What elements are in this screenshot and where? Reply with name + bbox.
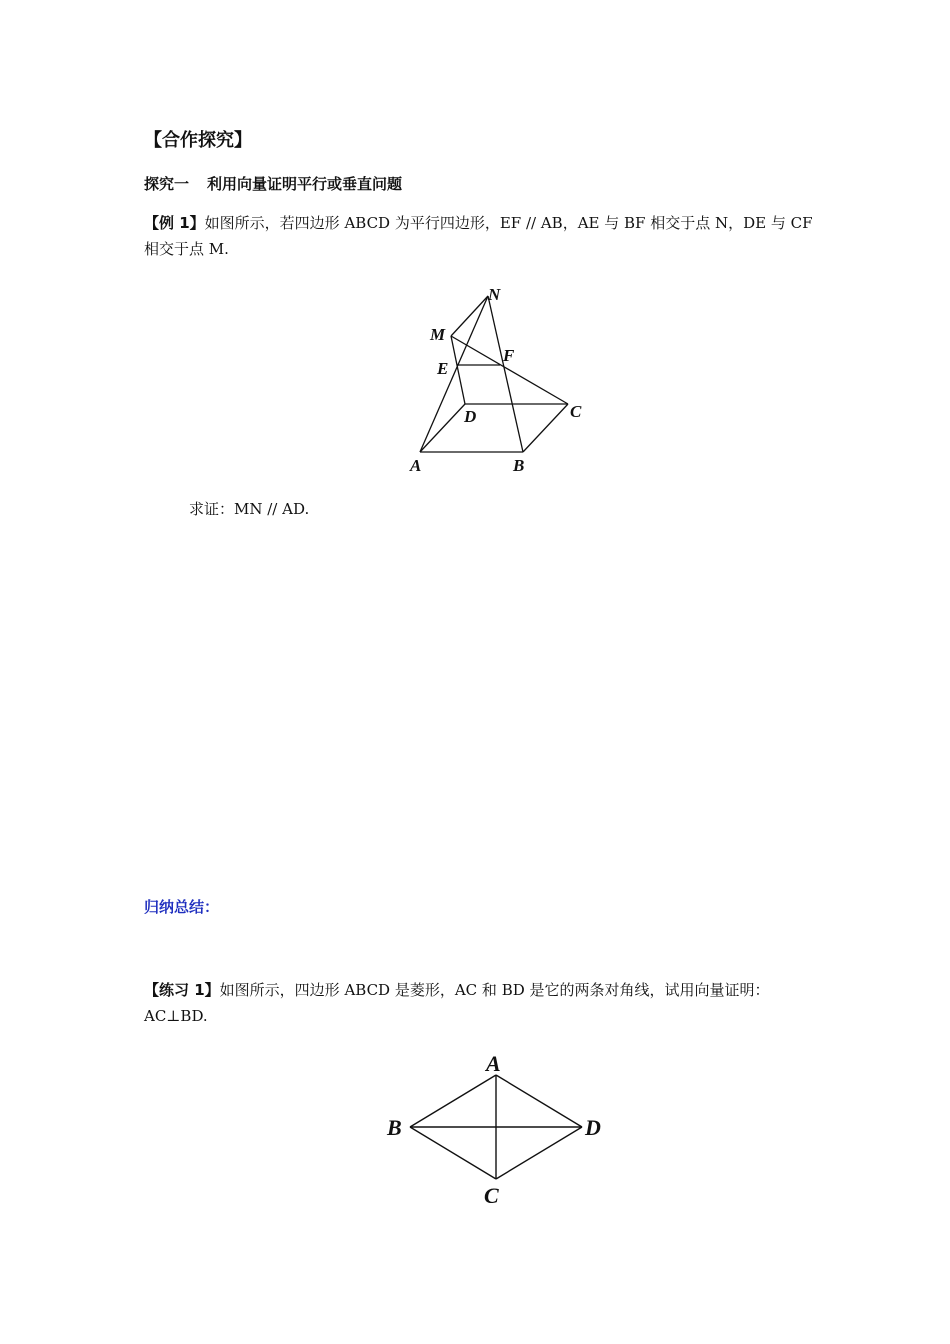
label-a: A <box>410 456 422 475</box>
line-dm <box>451 336 465 404</box>
summary-label: 归纳总结： <box>144 898 220 916</box>
label-e: E <box>437 359 449 378</box>
line-an <box>420 296 488 452</box>
label-c: C <box>484 1183 499 1208</box>
subsection-title: 利用向量证明平行或垂直问题 <box>207 175 403 193</box>
label-b: B <box>513 456 525 475</box>
example1-prove: 求证：MN // AD. <box>189 500 310 518</box>
edge-cd <box>496 1127 582 1179</box>
example1-tag: 【例 1】 <box>144 214 205 232</box>
label-m: M <box>430 325 446 344</box>
edge-ab <box>410 1075 496 1127</box>
label-d: D <box>464 407 477 426</box>
practice1-text: 如图所示，四边形 ABCD 是菱形，AC 和 BD 是它的两条对角线，试用向量证明：AC⊥BD. <box>144 981 770 1025</box>
example1-text: 如图所示，若四边形 ABCD 为平行四边形，EF // AB，AE 与 BF 相交于点 N，DE 与 CF 相交于点 M. <box>144 214 813 258</box>
practice1-tag: 【练习 1】 <box>144 981 220 999</box>
edge-da <box>420 404 465 452</box>
line-bn <box>488 296 523 452</box>
label-b: B <box>387 1115 402 1140</box>
subsection-label: 探究一 <box>144 175 190 193</box>
label-a: A <box>486 1051 501 1076</box>
section-title: 【合作探究】 <box>144 130 252 151</box>
label-c: C <box>570 402 582 421</box>
figure2-diagram <box>380 1045 620 1215</box>
segment-mn <box>451 296 488 336</box>
subsection-heading <box>144 173 402 194</box>
label-n: N <box>488 285 501 304</box>
label-d: D <box>585 1115 601 1140</box>
figure1-diagram <box>400 280 600 480</box>
edge-bc <box>523 404 568 452</box>
practice1-paragraph <box>144 977 816 1029</box>
label-f: F <box>503 346 515 365</box>
example1-paragraph <box>144 210 816 262</box>
edge-bc <box>410 1127 496 1179</box>
edge-da <box>496 1075 582 1127</box>
